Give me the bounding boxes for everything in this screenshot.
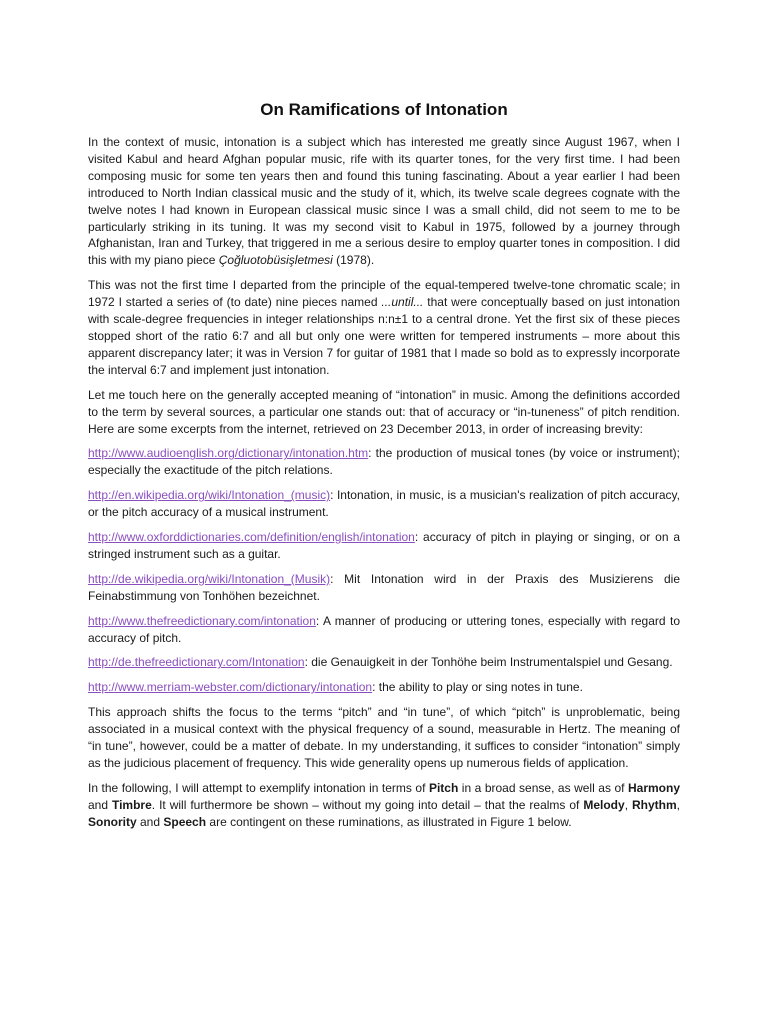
piece-title: Çoğluotobüsişletmesi	[218, 253, 333, 268]
definition-1-text: : the production of musical tones (by voice or instrument); especially the exactitude of the pitch relations.	[88, 446, 680, 478]
definition-7	[88, 679, 680, 696]
paragraph-5-text-4: . It will furthermore be shown – without my going into detail – that the realms of	[151, 797, 584, 812]
definition-6-link[interactable]: http://de.thefreedictionary.com/Intonation	[88, 655, 305, 670]
paragraph-5-text-5: ,	[624, 797, 632, 812]
paragraph-3: Let me touch here on the generally accepted meaning of “intonation” in music. Among the definitions accorded to the term by several sources, a particular one stands out: that of accuracy or “in-tuneness” of pitch rendition. Here are some excerpts from the internet, retrieved on 23 December 2013, in order of increasing brevity:	[88, 387, 680, 436]
definition-3	[88, 529, 680, 563]
definition-3-link[interactable]: http://www.oxforddictionaries.com/definition/english/intonation	[88, 530, 415, 545]
definition-2-link[interactable]: http://en.wikipedia.org/wiki/Intonation_(music)	[88, 488, 331, 503]
definition-6-text: : die Genauigkeit in der Tonhöhe beim Instrumentalspiel und Gesang.	[304, 655, 673, 670]
term-pitch: Pitch	[428, 780, 459, 795]
document-title: On Ramifications of Intonation	[260, 100, 508, 119]
series-title: ...until...	[381, 295, 424, 310]
paragraph-2-text-a: This was not the first time I departed from the principle of the equal-tempered twelve-tone chromatic scale; in 1972 I started a series of (to date) nine pieces named	[88, 278, 680, 310]
paragraph-1	[88, 134, 680, 269]
definition-7-link[interactable]: http://www.merriam-webster.com/dictionary/intonation	[88, 680, 373, 695]
term-harmony: Harmony	[628, 780, 681, 795]
definition-5-link[interactable]: http://www.thefreedictionary.com/intonation	[88, 613, 316, 628]
definition-4	[88, 571, 680, 605]
definition-4-text: : Mit Intonation wird in der Praxis des Musizierens die Feinabstimmung von Tonhöhen bezeichnet.	[88, 571, 680, 603]
definition-2-text: : Intonation, in music, is a musician's realization of pitch accuracy, or the pitch accuracy of a musical instrument.	[88, 488, 680, 520]
term-timbre: Timbre	[111, 797, 152, 812]
definition-1-link[interactable]: http://www.audioenglish.org/dictionary/intonation.htm	[88, 446, 369, 461]
term-speech: Speech	[163, 814, 207, 829]
definition-4-link[interactable]: http://de.wikipedia.org/wiki/Intonation_(Musik)	[88, 571, 331, 586]
paragraph-5-text-7: and	[136, 814, 164, 829]
term-melody: Melody	[583, 797, 625, 812]
definition-3-text: : accuracy of pitch in playing or singing, or on a stringed instrument such as a guitar.	[88, 530, 680, 561]
term-sonority: Sonority	[88, 814, 137, 829]
paragraph-5-text-2: in a broad sense, as well as of	[458, 780, 628, 795]
term-rhythm: Rhythm	[631, 797, 677, 812]
paragraph-2-text-b: that were conceptually based on just intonation with scale-degree frequencies in integer relationships n:n±1 to a central drone. Yet the first six of these pieces stopped short of the ratio 6:7 and all but only one were written for tempered instruments – more about this apparent discrepancy later; it was in Version 7 for guitar of 1981 that I made so bold as to expressly incorporate the interval 6:7 and implement just intonation.	[88, 295, 680, 377]
definition-7-text: : the ability to play or sing notes in tune.	[372, 680, 583, 695]
paragraph-5-text-8: are contingent on these ruminations, as illustrated in Figure 1 below.	[206, 814, 572, 829]
paragraph-2	[88, 277, 680, 378]
paragraph-4: This approach shifts the focus to the terms “pitch” and “in tune”, of which “pitch” is unproblematic, being associated in a musical context with the physical frequency of a sound, measurable in Hertz. The meaning of “in tune”, however, could be a matter of debate. In my understanding, it suffices to consider “intonation” simply as the judicious placement of frequency. This wide generality opens up numerous fields of application.	[88, 705, 680, 770]
definition-6	[88, 654, 680, 671]
paragraph-1-text-b: (1978).	[332, 253, 375, 268]
paragraph-5-text-3: and	[88, 797, 112, 812]
paragraph-5-text-1: In the following, I will attempt to exemplify intonation in terms of	[88, 780, 429, 795]
definition-2	[88, 487, 680, 521]
paragraph-5	[88, 780, 680, 831]
definition-5-text: : A manner of producing or uttering tones, especially with regard to accuracy of pitch.	[88, 613, 680, 645]
paragraph-1-text-a: In the context of music, intonation is a subject which has interested me greatly since August 1967, when I visited Kabul and heard Afghan popular music, rife with its quarter tones, for the very first time. I had been composing music for some ten years then and found this tuning fascinating. About a year earlier I had been introduced to North Indian classical music and the study of it, which, its twelve scale degrees cognate with the twelve notes I had known in European classical music since I was a small child, did not seem to me to be particularly striking in its tuning. It was my second visit to Kabul in 1975, followed by a journey through Afghanistan, Iran and Turkey, that triggered in me a serious desire to employ quarter tones in composition. I did this with my piano piece	[88, 135, 680, 268]
definition-1	[88, 445, 680, 479]
definition-5	[88, 613, 680, 647]
paragraph-5-text-6: ,	[676, 797, 680, 812]
